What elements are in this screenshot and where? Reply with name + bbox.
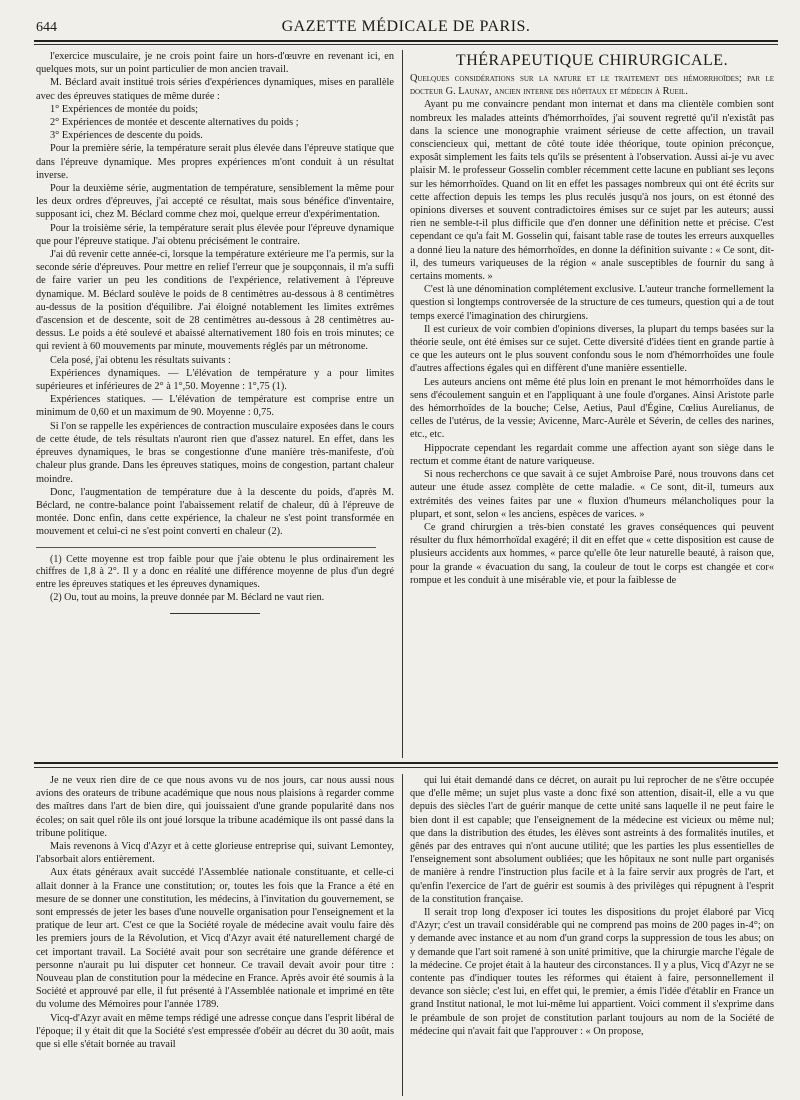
paragraph: Vicq-d'Azyr avait en même temps rédigé une adresse conçue dans l'esprit libéral de l'époque; il y était dit que la Société s'est empressée d'obéir au décret du 30 août, mais que si elle s'était bornée au travail bbox=[36, 1012, 394, 1051]
paragraph: M. Béclard avait institué trois séries d'expériences dynamiques, mises en parallèle avec des épreuves statiques de même durée : bbox=[36, 77, 394, 102]
paragraph: 2° Expériences de montée et descente alternatives du poids ; bbox=[50, 117, 299, 129]
paragraph: Aux états généraux avait succédé l'Assemblée nationale constituante, et celle-ci allait donner à la France une constitution; or, toutes les fois que la France a été en mesure de se donner une constitution, les médecins, à l'invitation du gouvernement, se sont empressés de jeter les bases d'une nouvelle organisation pour l'enseignement et la pratique de leur art. C'est ce que la Société royale de médecine avait voulu faire dès les premiers jours de la Révolution, et Vicq d'Azyr avait été naturellement chargé de cet important travail. La Société avait pour son secrétaire une grande déférence et personne n'aurait pu lui disputer cet honneur. Ce travail devait avoir pour titre : Nouveau plan de constitution pour la médecine en France. Après avoir été soumis à la Société et approuvé par elle, il fut présenté à l'Assemblée nationale et imprimé en tête du volume des Mémoires pour l'année 1789. bbox=[36, 867, 394, 1011]
paragraph: Les auteurs anciens ont même été plus loin en prenant le mot hémorrhoïdes dans le sens d'écoulement sanguin et en l'appliquant à une foule d'organes. Ainsi Aristote parle des hémorrhoïdes de la bouche; Celse, Aetius, Paul d'Égine, Cœlius Aurelianus, de celles de l'utérus, de la vessie; Avicenne, Marc-Aurèle et Séverin, de celles des narines, etc., etc. bbox=[410, 376, 774, 441]
paragraph: Pour la troisième série, la température serait plus élevée pour l'épreuve dynamique que pour l'épreuve statique. J'ai obtenu précisément le contraire. bbox=[36, 222, 394, 247]
footnote: (2) Ou, tout au moins, la preuve donnée par M. Béclard ne vaut rien. bbox=[50, 591, 325, 603]
paragraph: Pour la première série, la température serait plus élevée dans l'épreuve statique que dans l'épreuve dynamique. Mes propres expériences m'ont conduit à un résultat inverse. bbox=[36, 143, 394, 181]
footnotes bbox=[36, 554, 394, 605]
section-rule-thin bbox=[34, 767, 778, 768]
column-divider-top bbox=[402, 50, 403, 758]
paragraph: Si l'on se rappelle les expériences de contraction musculaire exposées dans le cours de cette étude, de tels résultats n'auront rien que d'assez naturel. En effet, dans les épreuves dynamiques, le bras se congestionne d'une manière très-manifeste, d'où chaleur plus grande. Dans les épreuves statiques, moins de congestion, partant chaleur moindre. bbox=[36, 420, 394, 485]
paragraph: Il est curieux de voir combien d'opinions diverses, la plupart du temps basées sur la théorie seule, ont été émises sur ce sujet. Cette diversité d'idées tient en grande partie à ce que les auteurs ont le plus souvent confondu sous le nom d'hémorrhoïdes une foule d'autres affections égales qui en diffèrent d'une manière essentielle. bbox=[410, 323, 774, 375]
paragraph: Ayant pu me convaincre pendant mon internat et dans ma clientèle combien sont nombreux les malades atteints d'hémorrhoïdes, j'ai souvent regretté qu'il n'existât pas dans la science une monographie vraiment sérieuse de cette affection, un travail consciencieux qui, mettant de côté toute idée théorique, toute opinion préconçue, exposât simplement les faits tels qu'ils se présentent à l'observation. Aussi ai-je vu avec plaisir M. le professeur Gosselin combler récemment cette lacune en publiant ses leçons sur les hémorrhoïdes. Quand on lit en effet les passages nombreux qui ont été écrits sur cette affection depuis les temps les plus reculés jusqu'à nos jours, on est étonné des opinions diverses et souvent contradictoires émises sur ce sujet par les auteurs; aussi rien ne semble-t-il plus difficile que d'en donner une définition nette et précise. C'est cependant ce qu'a fait M. Gosselin qui, faisant table rase de toutes les erreurs auxquelles a donné lieu la nature des hémorrhoïdes, en donne la définition suivante : « Ce sont, dit-il, des tumeurs variqueuses de la région « anale susceptibles de fournir du sang à certains moments. » bbox=[410, 99, 774, 283]
paragraph: l'exercice musculaire, je ne crois point faire un hors-d'œuvre en revenant ici, en quelques mots, sur un point particulier de mon ancien travail. bbox=[36, 51, 394, 76]
bottom-right-column bbox=[410, 774, 774, 1096]
paragraph: Il serait trop long d'exposer ici toutes les dispositions du projet élaboré par Vicq d'Azyr; c'est un travail considérable qui ne comprend pas moins de 200 pages in-4°; on y demande avec instance et au nom d'un grand corps la suppression de tous les abus; on y demande que l'art soit ramené à son unité primitive, que la chirurgie marche l'égale de la médecine. Ce projet était à la hauteur des circonstances. Il y a plus, Vicq d'Azyr ne se contente pas d'indiquer toutes les réformes qui étaient à faire, personnellement il devance son siècle; c'est lui, en effet qui, le premier, a émis l'idée d'établir en France un grand Institut national, le mot lui-même lui appartient. Voici comment il s'exprime dans le préambule de son projet de constitution parlant toujours au nom de la Société de médecine qui n'avait fait que l'approuver : « On propose, bbox=[410, 907, 774, 1037]
paragraph: Expériences statiques. — L'élévation de température est comprise entre un minimum de 0,60 et un maximum de 90. Moyenne : 0,75. bbox=[36, 394, 394, 419]
paragraph: Si nous recherchons ce que savait à ce sujet Ambroise Paré, nous trouvons dans cet auteur une étude assez complète de cette maladie. « Ce sont, dit-il, tumeurs aux extrémités des veines faites par une « fluxion d'humeurs mélancholiques pour la plupart, et sont, selon « les anciens, espèces de varices. » bbox=[410, 469, 774, 520]
footnote-rule bbox=[36, 547, 376, 548]
paragraph: Je ne veux rien dire de ce que nous avons vu de nos jours, car nous aussi nous avions des orateurs de tribune académique que nous nous plaisions à regarder comme des maîtres dans l'art de bien dire, qui jouissaient d'une grande popularité dans nos écoles; on sait quel rôle ils ont joué lorsque la tribune académique ils ont passé dans la tribune politique. bbox=[36, 775, 394, 839]
paragraph: Cela posé, j'ai obtenu les résultats suivants : bbox=[50, 354, 231, 366]
page-number: 644 bbox=[36, 20, 57, 35]
section-title: THÉRAPEUTIQUE CHIRURGICALE. bbox=[455, 52, 729, 69]
bottom-right-text bbox=[410, 774, 774, 1038]
paragraph: qui lui était demandé dans ce décret, on aurait pu lui reprocher de ne s'être occupée que d'elle même; un sujet plus vaste a donc fixé son attention, disait-il, elle a vu que depuis des siècles l'art de guérir manque de cette unité sans laquelle il ne peut faire le bien dont il est capable; que l'enseignement de la médecine est vicieux ou même nul; que dans la distribution des études, les élèves sont astreints à des formalités inutiles, et gênés par des entraves qui n'ont aucune utilité; que les parties les plus essentielles de l'enseignement sont absolument oubliées; que les hôpitaux ne sont nulle part organisés de manière à rendre l'instruction plus facile et à la faire servir aux progrès de l'art, et qu'enfin l'exercice de l'art de guérir est soumis à des privilèges qui répugnent à l'esprit de la constitution française. bbox=[410, 775, 774, 905]
paragraph: Hippocrate cependant les regardait comme une affection ayant son siège dans le rectum et comme étant de nature variqueuse. bbox=[410, 442, 774, 467]
paragraph: C'est là une dénomination complétement exclusive. L'auteur tranche formellement la question si longtemps controversée de la structure de ces tumeurs, question qui a de tout temps exercé l'imagination des chirurgiens. bbox=[410, 284, 774, 322]
paragraph: Expériences dynamiques. — L'élévation de température y a pour limites supérieures et inférieures de 2° à 1°,50. Moyenne : 1°,75 (1). bbox=[36, 367, 394, 393]
end-rule bbox=[170, 613, 260, 614]
paragraph: 3° Expériences de descente du poids. bbox=[50, 130, 203, 142]
section-rule bbox=[34, 762, 778, 764]
paragraph: Pour la deuxième série, augmentation de température, sensiblement la même pour les deux ordres d'épreuves, j'ai accepté ce résultat, mais sous bénéfice d'inventaire, supposant ici, chez M. Béclard comme chez moi, quelque erreur d'expérimentation. bbox=[36, 183, 394, 221]
paragraph: Mais revenons à Vicq d'Azyr et à cette glorieuse entreprise qui, suivant Lemontey, l'absorbait alors entièrement. bbox=[36, 841, 394, 866]
left-column bbox=[36, 50, 394, 755]
header-rule bbox=[34, 40, 778, 42]
right-column-text bbox=[410, 98, 774, 587]
page-header bbox=[36, 14, 776, 40]
paragraph: Ce grand chirurgien a très-bien constaté les graves conséquences qui peuvent résulter du flux hémorrhoïdal exagéré; il dit en effet que « cette disposition est cause de plusieurs accidents aux hommes, « parce qu'elle ôte leur naturelle beauté, à raison que, pour la grande « évacuation du sang, la couleur de tout le corps est changée et cor« rompue et les conduit à une misérable vie, et pour la faiblesse de bbox=[410, 521, 774, 586]
column-divider-bottom bbox=[402, 774, 403, 1096]
journal-title: GAZETTE MÉDICALE DE PARIS. bbox=[281, 18, 531, 35]
article-heading: Quelques considérations sur la nature et le traitement des hémorrhoïdes; par le docteur G. Launay, ancien interne des hôpitaux et médecin à Rueil. bbox=[410, 73, 774, 98]
right-column bbox=[410, 50, 774, 758]
left-column-text bbox=[36, 50, 394, 539]
paragraph: Donc, l'augmentation de température due à la descente du poids, d'après M. Béclard, ne contre-balance point l'abaissement relatif de chaleur, dû à l'épreuve de montée. Donc enfin, dans cette expérience, la chaleur ne s'est point transformée en mouvement et celui-ci ne s'est point converti en chaleur (2). bbox=[36, 486, 394, 538]
bottom-left-column bbox=[36, 774, 394, 1096]
paragraph: J'ai dû revenir cette année-ci, lorsque la température extérieure me l'a permis, sur la seconde série d'épreuves. Pour mettre en relief l'erreur que je soupçonnais, il m'a suffi de faire varier un peu les conditions de l'expérience, relativement à l'épreuve dynamique. M. Béclard soulève le poids de 8 centimètres au-dessous à 8 centimètres au-dessus de la position d'équilibre. J'ai éloigné notablement les limites extrêmes d'ascension et de descente, soit de 28 centimètres au-dessous à 28 centimètres au-dessus. Le poids a été soulevé et abaissé alternativement 180 fois en trois minutes; ce qui revient à 60 mouvements par minute, mouvements réglés par un métronome. bbox=[36, 249, 394, 353]
footnote: (1) Cette moyenne est trop faible pour que j'aie obtenu le plus ordinairement les chiffres de 1,8 à 2°. Il y a donc en réalité une différence moyenne de plus d'un degré entre les épreuves statiques et les épreuves dynamiques. bbox=[36, 553, 394, 591]
header-rule-thin bbox=[34, 44, 778, 45]
paragraph: 1° Expériences de montée du poids; bbox=[50, 103, 198, 115]
bottom-left-text bbox=[36, 774, 394, 1051]
